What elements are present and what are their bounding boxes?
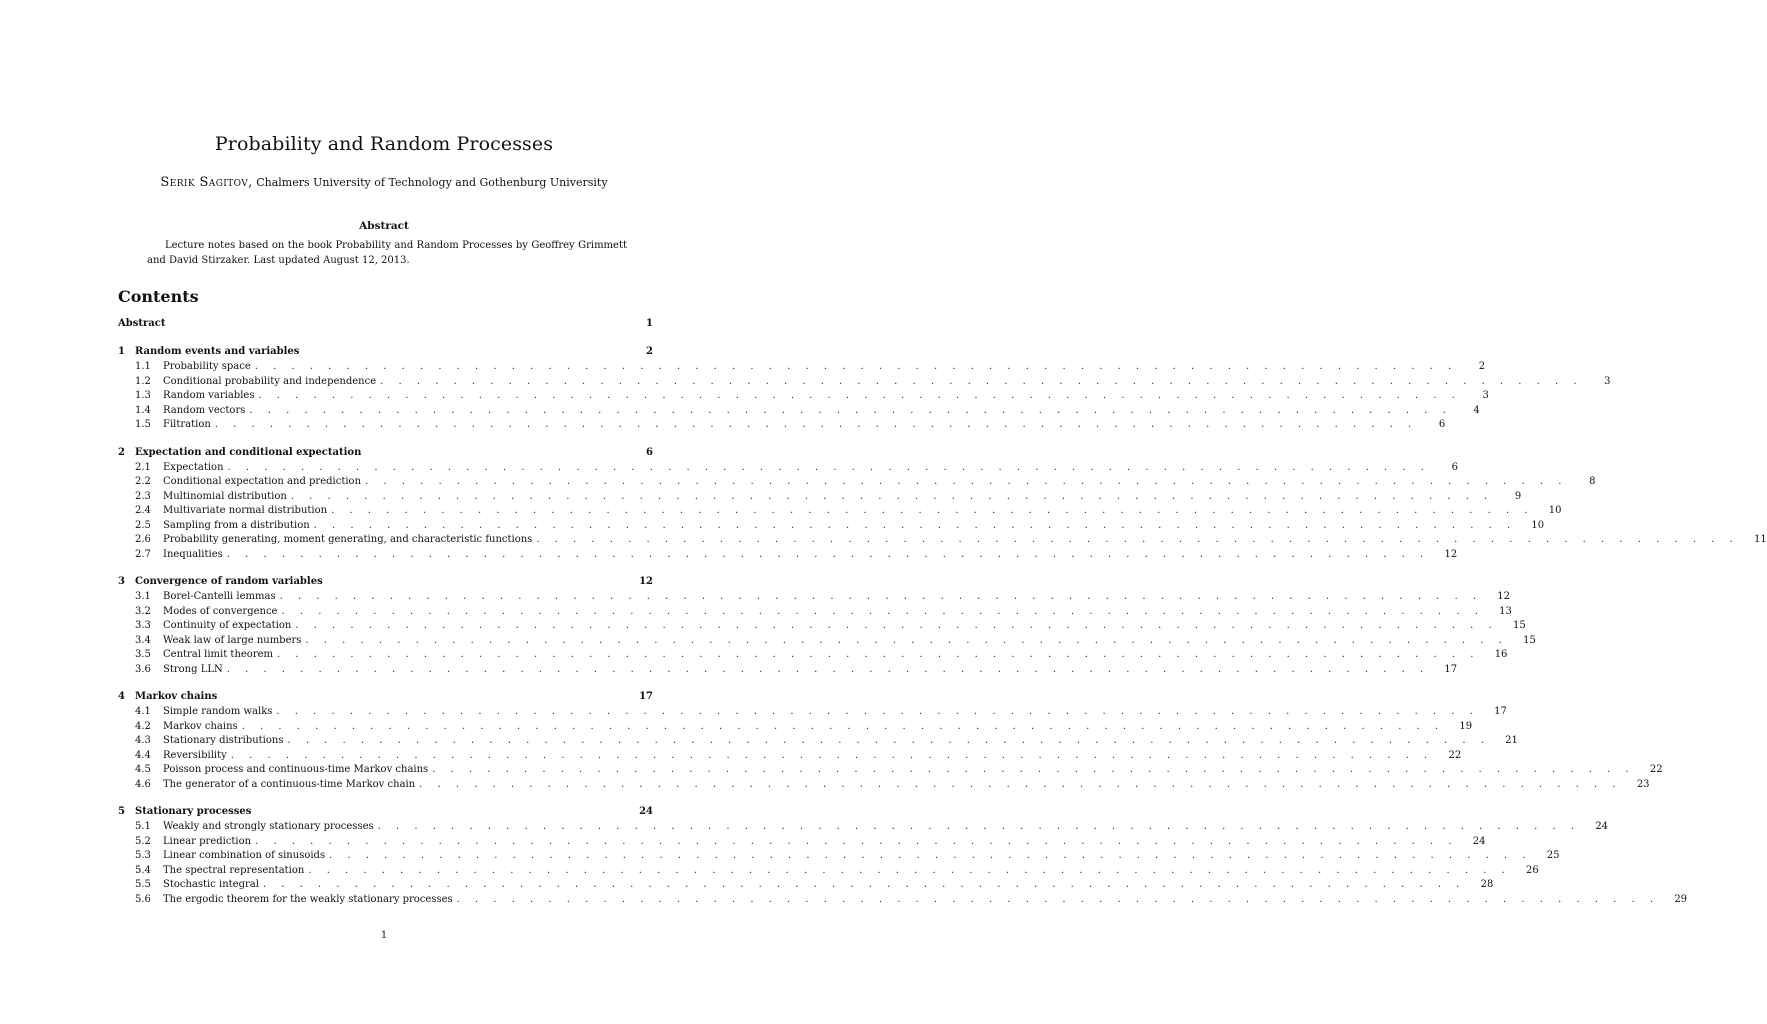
toc-subsection-5-5[interactable] — [118, 878, 1494, 893]
toc-dot-leader: . . . . . . . . . . . . . . . . . . . . . . . . . . . . . . . . . . . . . . . . . . . . . . . . . . . . . . . . . . . . . . . . . . — [329, 850, 1532, 861]
toc-dot-leader: . . . . . . . . . . . . . . . . . . . . . . . . . . . . . . . . . . . . . . . . . . . . . . . . . . . . . . . . . . . . . . . . . . — [226, 663, 1430, 675]
toc-dot-leader: . . . . . . . . . . . . . . . . . . . . . . . . . . . . . . . . . . . . . . . . . . . . . . . . . . . . . . . . . . . . . . . . . . — [290, 490, 1494, 502]
toc-dot-leader: . . . . . . . . . . . . . . . . . . . . . . . . . . . . . . . . . . . . . . . . . . . . . . . . . . . . . . . . . . . . . . . . . . — [226, 548, 1430, 560]
toc-page-ref: 3 — [1482, 390, 1489, 401]
toc-subsection-5-6[interactable] — [118, 893, 1688, 908]
toc-subsection-4-5[interactable] — [118, 763, 1663, 778]
toc-subsection-number: 2.6 — [135, 534, 151, 545]
toc-gap — [118, 433, 653, 446]
toc-subsection-1-5[interactable] — [118, 418, 1446, 433]
abstract-text: Lecture notes based on the book Probability and Random Processes by Geoffrey Grimmett and David Stirzaker. Last updated August 12, 2013. — [147, 240, 627, 266]
toc-subsection-title: Borel-Cantelli lemmas — [163, 591, 276, 602]
toc-subsection-1-3[interactable] — [118, 389, 1489, 404]
toc-subsection-number: 3.3 — [135, 620, 151, 631]
toc-subsection-3-6[interactable] — [118, 663, 1458, 678]
author-affiliation: Chalmers University of Technology and Gothenburg University — [256, 176, 608, 189]
toc-subsection-2-4[interactable] — [118, 504, 1562, 519]
toc-dot-leader: . . . . . . . . . . . . . . . . . . . . . . . . . . . . . . . . . . . . . . . . . . . . . . . . . . . . . . . . . . . . . . . . . . — [456, 893, 1660, 905]
toc-section-4[interactable] — [118, 690, 653, 705]
toc-subsection-title: Probability space — [163, 361, 251, 372]
toc-page-ref: 19 — [1459, 720, 1473, 732]
toc-entry-title: Abstract — [118, 318, 166, 329]
toc-page-ref: 15 — [1512, 620, 1526, 631]
toc-subsection-title: Random variables — [163, 390, 255, 401]
toc-page-ref: 25 — [1546, 850, 1560, 861]
toc-subsection-title: The generator of a continuous-time Markov chain — [163, 778, 416, 790]
toc-subsection-number: 2.5 — [135, 519, 151, 531]
toc-subsection-title: Linear prediction — [163, 835, 252, 847]
toc-dot-leader: . . . . . . . . . . . . . . . . . . . . . . . . . . . . . . . . . . . . . . . . . . . . . . . . . . . . . . . . . . . . . . . . . . — [262, 879, 1466, 890]
toc-page-ref: 6 — [1438, 419, 1446, 430]
toc-dot-leader: . . . . . . . . . . . . . . . . . . . . . . . . . . . . . . . . . . . . . . . . . . . . . . . . . . . . . . . . . . . . . . . . . . — [419, 778, 1622, 790]
toc-page-ref: 24 — [1472, 835, 1486, 847]
toc-subsection-title: Central limit theorem — [163, 649, 273, 660]
toc-subsection-1-2[interactable] — [118, 375, 1611, 390]
toc-subsection-number: 2.3 — [135, 490, 151, 502]
toc-subsection-title: Stationary distributions — [163, 735, 284, 746]
toc-subsection-2-7[interactable] — [118, 548, 1458, 563]
toc-page-ref: 22 — [1649, 764, 1663, 775]
toc-subsection-title: Simple random walks — [163, 706, 273, 717]
toc-subsection-2-1[interactable] — [118, 461, 1458, 476]
toc-page-ref: 22 — [1448, 749, 1462, 761]
toc-subsection-number: 3.6 — [135, 663, 151, 675]
abstract-heading: Abstract — [359, 220, 409, 232]
toc-subsection-title: Inequalities — [163, 548, 223, 560]
toc-dot-leader: . . . . . . . . . . . . . . . . . . . . . . . . . . . . . . . . . . . . . . . . . . . . . . . . . . . . . . . . . . . . . . . . . . — [214, 419, 1418, 430]
toc-entry-abstract[interactable] — [118, 317, 653, 332]
toc-page-ref: 15 — [1523, 634, 1536, 646]
toc-dot-leader: . . . . . . . . . . . . . . . . . . . . . . . . . . . . . . . . . . . . . . . . . . . . . . . . . . . . . . . . . . . . . . . . . . — [258, 390, 1461, 401]
toc-dot-leader: . . . . . . . . . . . . . . . . . . . . . . . . . . . . . . . . . . . . . . . . . . . . . . . . . . . . . . . . . . . . . . . . . . — [331, 505, 1534, 516]
toc-subsection-title: Conditional probability and independence — [163, 375, 377, 387]
toc-subsection-4-6[interactable] — [118, 778, 1650, 793]
toc-dot-leader: . . . . . . . . . . . . . . . . . . . . . . . . . . . . . . . . . . . . . . . . . . . . . . . . . . . . . . . . . . . . . . . . . . — [308, 864, 1511, 876]
toc-subsection-2-5[interactable] — [118, 519, 1545, 534]
toc-subsection-4-4[interactable] — [118, 749, 1462, 764]
toc-dot-leader: . . . . . . . . . . . . . . . . . . . . . . . . . . . . . . . . . . . . . . . . . . . . . . . . . . . . . . . . . . . . . . . . . . — [313, 519, 1517, 531]
toc-subsection-3-2[interactable] — [118, 605, 1512, 620]
toc-subsection-title: Sampling from a distribution — [163, 519, 310, 531]
toc-page-ref: 12 — [1444, 548, 1458, 560]
toc-page-ref: 10 — [1531, 519, 1545, 531]
toc-subsection-title: The ergodic theorem for the weakly stationary processes — [163, 893, 453, 905]
toc-subsection-2-3[interactable] — [118, 490, 1522, 505]
author-line — [0, 175, 768, 190]
toc-subsection-title: Linear combination of sinusoids — [163, 850, 326, 861]
toc-dot-leader: . . . . . . . . . . . . . . . . . . . . . . . . . . . . . . . . . . . . . . . . . . . . . . . . . . . . . . . . . . . . . . . . . . — [255, 835, 1458, 847]
toc-subsection-5-4[interactable] — [118, 864, 1539, 879]
toc-subsection-2-6[interactable] — [118, 533, 1767, 548]
toc-section-title: Markov chains — [135, 691, 218, 702]
toc-subsection-5-1[interactable] — [118, 820, 1609, 835]
toc-subsection-number: 3.4 — [135, 634, 151, 646]
toc-subsection-number: 2.7 — [135, 548, 151, 560]
toc-section-number: 1 — [118, 346, 125, 357]
toc-gap — [118, 332, 653, 345]
toc-dot-leader: . . . . . . . . . . . . . . . . . . . . . . . . . . . . . . . . . . . . . . . . . . . . . . . . . . . . . . . . . . . . . . . . . . — [365, 476, 1568, 487]
toc-subsection-4-3[interactable] — [118, 734, 1518, 749]
toc-subsection-number: 5.1 — [135, 821, 151, 832]
toc-section-1[interactable] — [118, 345, 653, 360]
toc-page-ref: 2 — [1478, 361, 1486, 372]
toc-gap — [118, 677, 653, 690]
toc-page-ref: 6 — [1451, 461, 1458, 473]
toc-subsection-number: 5.3 — [135, 850, 151, 861]
toc-subsection-number: 3.1 — [135, 591, 151, 602]
toc-subsection-title: Modes of convergence — [163, 605, 278, 617]
toc-subsection-number: 1.5 — [135, 419, 151, 430]
toc-subsection-number: 1.4 — [135, 404, 151, 416]
toc-subsection-number: 2.2 — [135, 476, 151, 487]
toc-subsection-number: 1.3 — [135, 390, 151, 401]
toc-subsection-title: Conditional expectation and prediction — [163, 476, 362, 487]
toc-subsection-title: Random vectors — [163, 404, 246, 416]
toc-page-ref: 29 — [1674, 893, 1688, 905]
author-name: Serik Sagitov, — [160, 175, 253, 190]
toc-subsection-title: Strong LLN — [163, 663, 223, 675]
toc-subsection-3-5[interactable] — [118, 648, 1508, 663]
toc-subsection-4-1[interactable] — [118, 705, 1507, 720]
toc-dot-leader: . . . . . . . . . . . . . . . . . . . . . . . . . . . . . . . . . . . . . . . . . . . . . . . . . . . . . . . . . . . . . . . . . . — [536, 534, 1739, 545]
toc-section-title: Convergence of random variables — [135, 576, 323, 587]
toc-subsection-title: Multinomial distribution — [163, 490, 287, 502]
toc-subsection-number: 5.6 — [135, 893, 151, 905]
toc-subsection-2-2[interactable] — [118, 475, 1596, 490]
toc-page-ref: 13 — [1499, 605, 1512, 617]
toc-page-ref: 17 — [639, 691, 653, 702]
toc-subsection-1-1[interactable] — [118, 360, 1486, 375]
toc-dot-leader: . . . . . . . . . . . . . . . . . . . . . . . . . . . . . . . . . . . . . . . . . . . . . . . . . . . . . . . . . . . . . . . . . . — [241, 720, 1445, 732]
toc-subsection-5-2[interactable] — [118, 835, 1486, 850]
toc-subsection-number: 2.1 — [135, 461, 151, 473]
toc-dot-leader: . . . . . . . . . . . . . . . . . . . . . . . . . . . . . . . . . . . . . . . . . . . . . . . . . . . . . . . . . . . . . . . . . . — [254, 361, 1458, 372]
table-of-contents — [118, 317, 1767, 907]
toc-subsection-title: Reversibility — [163, 749, 227, 761]
toc-section-number: 3 — [118, 576, 125, 587]
toc-subsection-title: Stochastic integral — [163, 879, 259, 890]
toc-section-2[interactable] — [118, 446, 653, 461]
toc-subsection-number: 5.5 — [135, 879, 151, 890]
page-number: 1 — [380, 930, 388, 941]
toc-dot-leader: . . . . . . . . . . . . . . . . . . . . . . . . . . . . . . . . . . . . . . . . . . . . . . . . . . . . . . . . . . . . . . . . . . — [305, 634, 1508, 646]
toc-subsection-title: Expectation — [163, 461, 224, 473]
toc-section-title: Expectation and conditional expectation — [135, 446, 362, 458]
toc-dot-leader: . . . . . . . . . . . . . . . . . . . . . . . . . . . . . . . . . . . . . . . . . . . . . . . . . . . . . . . . . . . . . . . . . . — [227, 461, 1430, 473]
toc-section-3[interactable] — [118, 575, 653, 590]
toc-section-5[interactable] — [118, 805, 653, 820]
toc-subsection-3-1[interactable] — [118, 590, 1511, 605]
toc-page-ref: 4 — [1473, 404, 1480, 416]
toc-subsection-number: 1.1 — [135, 361, 151, 372]
toc-page-ref: 17 — [1444, 663, 1458, 675]
toc-dot-leader: . . . . . . . . . . . . . . . . . . . . . . . . . . . . . . . . . . . . . . . . . . . . . . . . . . . . . . . . . . . . . . . . . . — [377, 821, 1581, 832]
toc-page-ref: 11 — [1754, 534, 1767, 545]
toc-subsection-number: 4.3 — [135, 735, 151, 746]
toc-page-ref: 9 — [1514, 490, 1522, 502]
toc-page-ref: 28 — [1480, 879, 1494, 890]
toc-page-ref: 16 — [1494, 649, 1508, 660]
toc-section-number: 4 — [118, 691, 125, 702]
toc-subsection-number: 4.6 — [135, 778, 151, 790]
toc-subsection-title: Multivariate normal distribution — [163, 505, 328, 516]
toc-subsection-number: 5.2 — [135, 835, 151, 847]
toc-subsection-title: Poisson process and continuous-time Markov chains — [163, 764, 429, 775]
toc-section-title: Stationary processes — [135, 806, 252, 817]
toc-dot-leader: . . . . . . . . . . . . . . . . . . . . . . . . . . . . . . . . . . . . . . . . . . . . . . . . . . . . . . . . . . . . . . . . . . — [287, 735, 1490, 746]
contents-heading: Contents — [118, 287, 199, 306]
toc-page-ref: 23 — [1636, 778, 1650, 790]
toc-dot-leader: . . . . . . . . . . . . . . . . . . . . . . . . . . . . . . . . . . . . . . . . . . . . . . . . . . . . . . . . . . . . . . . . . . — [276, 706, 1479, 717]
toc-subsection-number: 5.4 — [135, 864, 151, 876]
toc-page-ref: 12 — [639, 576, 653, 587]
toc-subsection-title: Weakly and strongly stationary processes — [163, 821, 374, 832]
toc-subsection-number: 2.4 — [135, 505, 151, 516]
toc-subsection-number: 4.2 — [135, 720, 151, 732]
toc-subsection-3-3[interactable] — [118, 619, 1526, 634]
toc-page-ref: 2 — [646, 346, 653, 357]
toc-subsection-4-2[interactable] — [118, 720, 1473, 735]
toc-page-ref: 3 — [1604, 375, 1611, 387]
toc-subsection-title: Probability generating, moment generating, and characteristic functions — [163, 534, 533, 545]
toc-gap — [118, 562, 653, 575]
toc-subsection-title: Continuity of expectation — [163, 620, 292, 631]
toc-subsection-5-3[interactable] — [118, 849, 1560, 864]
toc-page-ref: 6 — [646, 446, 653, 458]
toc-section-title: Random events and variables — [135, 346, 300, 357]
document-title: Probability and Random Processes — [214, 133, 554, 155]
toc-dot-leader: . . . . . . . . . . . . . . . . . . . . . . . . . . . . . . . . . . . . . . . . . . . . . . . . . . . . . . . . . . . . . . . . . . — [295, 620, 1498, 631]
toc-page-ref: 24 — [639, 806, 653, 817]
toc-subsection-number: 1.2 — [135, 375, 151, 387]
toc-section-number: 2 — [118, 446, 125, 458]
toc-subsection-number: 3.5 — [135, 649, 151, 660]
toc-subsection-number: 3.2 — [135, 605, 151, 617]
toc-page-ref: 21 — [1505, 735, 1518, 746]
toc-subsection-title: Weak law of large numbers — [163, 634, 302, 646]
toc-dot-leader: . . . . . . . . . . . . . . . . . . . . . . . . . . . . . . . . . . . . . . . . . . . . . . . . . . . . . . . . . . . . . . . . . . — [432, 764, 1635, 775]
toc-subsection-3-4[interactable] — [118, 634, 1536, 649]
toc-page-ref: 12 — [1497, 591, 1511, 602]
toc-dot-leader: . . . . . . . . . . . . . . . . . . . . . . . . . . . . . . . . . . . . . . . . . . . . . . . . . . . . . . . . . . . . . . . . . . — [380, 375, 1583, 387]
toc-subsection-number: 4.5 — [135, 764, 151, 775]
toc-gap — [118, 792, 653, 805]
toc-dot-leader: . . . . . . . . . . . . . . . . . . . . . . . . . . . . . . . . . . . . . . . . . . . . . . . . . . . . . . . . . . . . . . . . . . — [277, 649, 1480, 660]
toc-page-ref: 10 — [1548, 505, 1562, 516]
toc-dot-leader: . . . . . . . . . . . . . . . . . . . . . . . . . . . . . . . . . . . . . . . . . . . . . . . . . . . . . . . . . . . . . . . . . . — [249, 404, 1452, 416]
toc-page-ref: 8 — [1589, 476, 1596, 487]
toc-subsection-title: The spectral representation — [163, 864, 305, 876]
toc-page-ref: 26 — [1526, 864, 1539, 876]
toc-subsection-title: Filtration — [163, 419, 211, 430]
toc-page-ref: 17 — [1494, 706, 1507, 717]
toc-subsection-number: 4.1 — [135, 706, 151, 717]
toc-dot-leader: . . . . . . . . . . . . . . . . . . . . . . . . . . . . . . . . . . . . . . . . . . . . . . . . . . . . . . . . . . . . . . . . . . — [281, 605, 1484, 617]
toc-subsection-1-4[interactable] — [118, 404, 1480, 419]
toc-page-ref: 1 — [646, 318, 653, 329]
toc-subsection-title: Markov chains — [163, 720, 238, 732]
toc-subsection-number: 4.4 — [135, 749, 151, 761]
toc-dot-leader: . . . . . . . . . . . . . . . . . . . . . . . . . . . . . . . . . . . . . . . . . . . . . . . . . . . . . . . . . . . . . . . . . . — [279, 591, 1483, 602]
toc-page-ref: 24 — [1595, 821, 1609, 832]
toc-section-number: 5 — [118, 806, 125, 817]
toc-dot-leader: . . . . . . . . . . . . . . . . . . . . . . . . . . . . . . . . . . . . . . . . . . . . . . . . . . . . . . . . . . . . . . . . . . — [230, 749, 1434, 761]
